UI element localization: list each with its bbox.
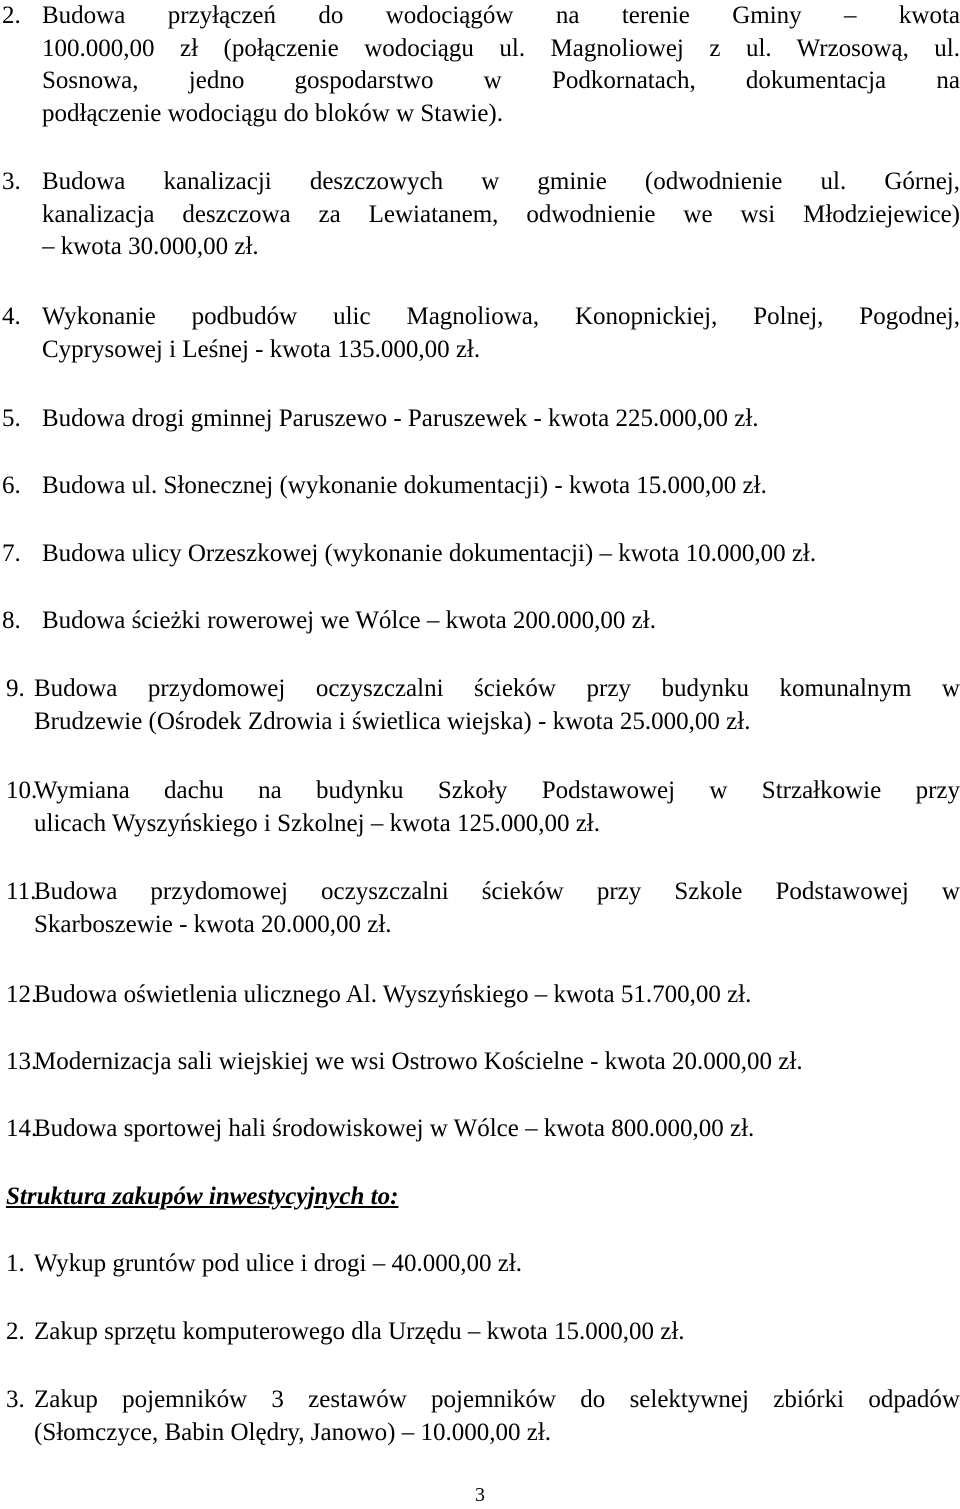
item-text-line: Wykup gruntów pod ulice i drogi – 40.000,00 zł.	[34, 1250, 523, 1277]
item-number: 5.	[2, 405, 21, 432]
item-text-line: Sosnowa, jedno gospodarstwo w Podkornatach, dokumentacja na	[42, 67, 960, 94]
item-text-line: Modernizacja sali wiejskiej we wsi Ostrowo Kościelne - kwota 20.000,00 zł.	[34, 1048, 803, 1075]
item-text-line: Budowa drogi gminnej Paruszewo - Paruszewek - kwota 225.000,00 zł.	[42, 405, 759, 432]
list-item	[0, 1384, 960, 1449]
item-text-line: Budowa oświetlenia ulicznego Al. Wyszyńskiego – kwota 51.700,00 zł.	[34, 981, 752, 1008]
item-text-line: ulicach Wyszyńskiego i Szkolnej – kwota 125.000,00 zł.	[34, 809, 600, 837]
item-number: 4.	[2, 303, 21, 330]
item-number: 3.	[6, 1386, 25, 1413]
item-number: 9.	[6, 675, 25, 702]
list-item	[0, 605, 960, 638]
item-number: 14.	[6, 1115, 38, 1142]
item-text-line: (Słomczyce, Babin Olędry, Janowo) – 10.000,00 zł.	[34, 1418, 552, 1446]
section-heading: Struktura zakupów inwestycyjnych to:	[6, 1183, 399, 1210]
item-text-line: – kwota 30.000,00 zł.	[42, 233, 259, 260]
item-number: 8.	[2, 607, 21, 634]
item-text-line: podłączenie wodociągu do bloków w Stawie).	[42, 99, 503, 127]
item-text-line: Budowa kanalizacji deszczowych w gminie (odwodnienie ul. Górnej,	[42, 168, 960, 195]
item-text-line: Budowa sportowej hali środowiskowej w Wólce – kwota 800.000,00 zł.	[34, 1115, 755, 1142]
item-number: 10.	[6, 777, 38, 804]
list-item	[0, 470, 960, 503]
list-item	[0, 673, 960, 738]
item-text-line: Skarboszewie - kwota 20.000,00 zł.	[34, 910, 392, 938]
item-text-line: Zakup sprzętu komputerowego dla Urzędu – kwota 15.000,00 zł.	[34, 1318, 685, 1345]
item-text-line: Cyprysowej i Leśnej - kwota 135.000,00 zł.	[42, 335, 481, 363]
item-text-line: Budowa przydomowej oczyszczalni ścieków przy Szkole Podstawowej w	[34, 878, 960, 905]
list-item	[0, 301, 960, 366]
list-item	[0, 538, 960, 571]
item-text-line: kanalizacja deszczowa za Lewiatanem, odwodnienie we wsi Młodziejewice)	[42, 200, 960, 228]
list-item	[0, 1113, 960, 1146]
item-text-line: 100.000,00 zł (połączenie wodociągu ul. Magnoliowej z ul. Wrzosową, ul.	[42, 34, 960, 62]
list-item	[0, 979, 960, 1012]
list-item	[0, 1316, 960, 1349]
item-number: 2.	[6, 1318, 25, 1345]
item-number: 7.	[2, 540, 21, 567]
item-number: 3.	[2, 168, 21, 195]
item-text-line: Budowa ścieżki rowerowej we Wólce – kwota 200.000,00 zł.	[42, 607, 656, 634]
list-item	[0, 0, 960, 130]
list-item	[0, 1248, 960, 1281]
list-item	[0, 876, 960, 941]
item-text-line: Wymiana dachu na budynku Szkoły Podstawowej w Strzałkowie przy	[34, 777, 960, 804]
list-item	[0, 166, 960, 264]
list-item	[0, 1046, 960, 1079]
item-text-line: Budowa przydomowej oczyszczalni ścieków przy budynku komunalnym w	[34, 675, 960, 702]
item-number: 13.	[6, 1048, 38, 1075]
list-item	[0, 403, 960, 436]
page-number: 3	[475, 1484, 485, 1506]
item-number: 1.	[6, 1250, 25, 1277]
item-text-line: Budowa przyłączeń do wodociągów na terenie Gminy – kwota	[42, 2, 960, 29]
item-text-line: Budowa ulicy Orzeszkowej (wykonanie dokumentacji) – kwota 10.000,00 zł.	[42, 540, 817, 567]
item-text-line: Budowa ul. Słonecznej (wykonanie dokumentacji) - kwota 15.000,00 zł.	[42, 472, 767, 499]
item-text-line: Zakup pojemników 3 zestawów pojemników do selektywnej zbiórki odpadów	[34, 1386, 960, 1413]
item-text-line: Wykonanie podbudów ulic Magnoliowa, Konopnickiej, Polnej, Pogodnej,	[42, 303, 960, 330]
item-number: 6.	[2, 472, 21, 499]
list-item	[0, 775, 960, 840]
item-number: 2.	[2, 2, 21, 29]
item-number: 11.	[6, 878, 37, 905]
item-text-line: Brudzewie (Ośrodek Zdrowia i świetlica wiejska) - kwota 25.000,00 zł.	[34, 707, 751, 735]
item-number: 12.	[6, 981, 38, 1008]
